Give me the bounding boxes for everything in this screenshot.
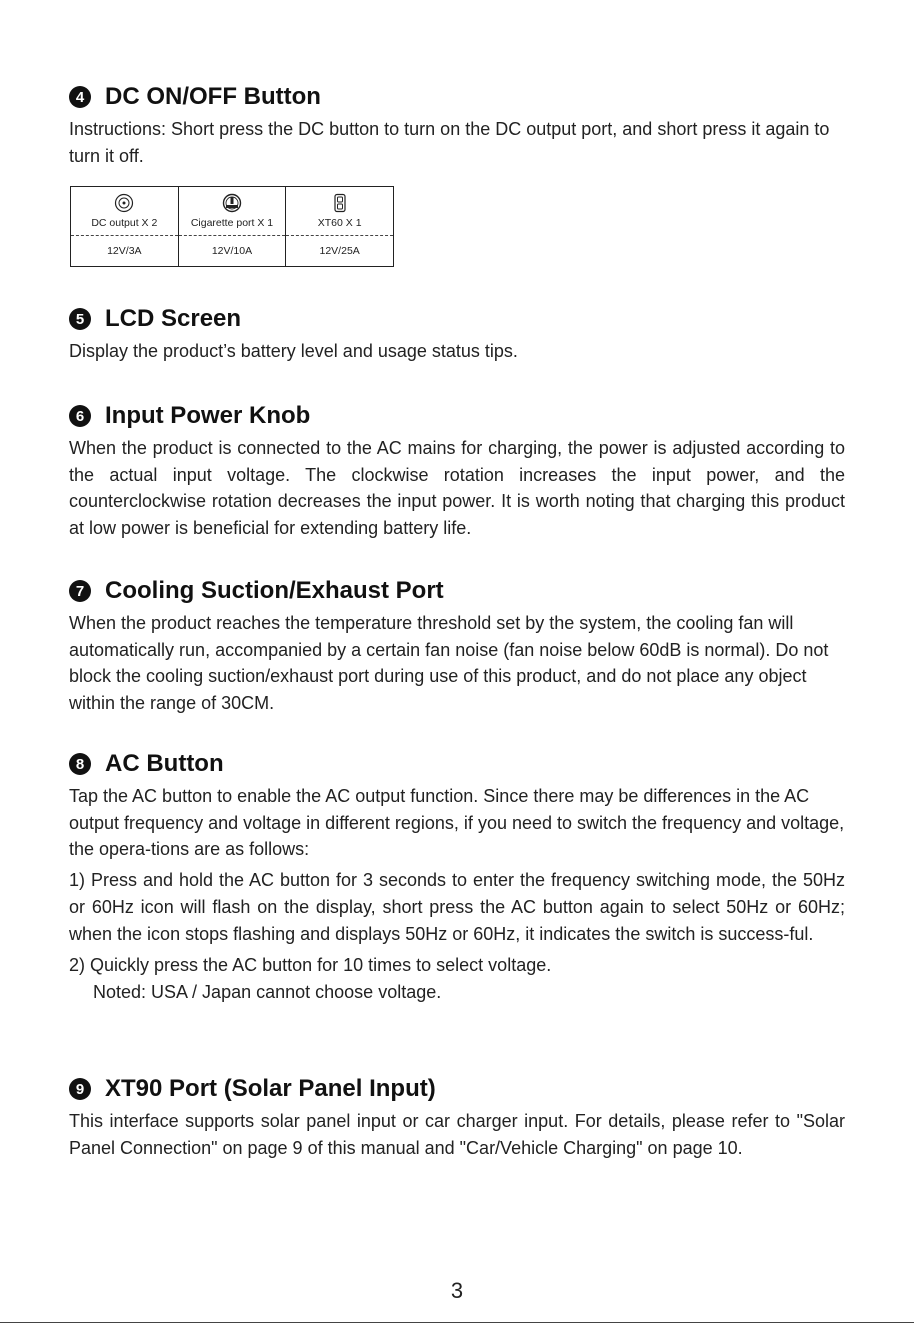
- spec-label: DC output X 2: [91, 217, 158, 229]
- spec-label: Cigarette port X 1: [190, 217, 274, 229]
- section-title: Cooling Suction/Exhaust Port: [105, 577, 444, 604]
- section-heading: [69, 576, 845, 606]
- section-xt90-port: [69, 1074, 845, 1161]
- spec-value: 12V/25A: [286, 236, 394, 267]
- dc-output-port-icon: [114, 193, 134, 213]
- xt60-port-icon: [330, 193, 350, 213]
- section-input-power-knob: [69, 401, 845, 541]
- section-lcd-screen: [69, 304, 845, 365]
- ac-step-1: 1) Press and hold the AC button for 3 seconds to enter the frequency switching mode, the 50Hz or 60Hz icon will flash on the display, short press the AC button again to select 50Hz or 60Hz; when the icon stops flashing and displays 50Hz or 60Hz, it indicates the switch is success-ful.: [69, 869, 845, 944]
- spec-label: XT60 X 1: [317, 217, 362, 229]
- page-bottom-rule: [0, 1322, 914, 1323]
- section-paragraph: Display the product’s battery level and usage status tips.: [69, 341, 518, 361]
- ac-step-2: 2) Quickly press the AC button for 10 times to select voltage.: [69, 954, 552, 975]
- section-paragraph: This interface supports solar panel input or car charger input. For details, please refer to "Solar Panel Connection" on page 9 of this manual and "Car/Vehicle Charging" on page 10.: [69, 1111, 845, 1158]
- section-heading: [69, 401, 845, 431]
- section-number-badge: 7: [69, 580, 91, 602]
- section-number-badge: 8: [69, 753, 91, 775]
- spec-cell-dc-output: [71, 187, 179, 236]
- section-title: Input Power Knob: [105, 402, 311, 429]
- section-ac-button: [69, 749, 845, 1006]
- section-paragraph: When the product reaches the temperature threshold set by the system, the cooling fan will automatically run, accompanied by a certain fan noise (fan noise below 60dB is normal). Do not block the cooling suction/exhaust port during use of this product, and do not place any object within the range of 30CM.: [69, 613, 829, 713]
- section-title: AC Button: [105, 750, 224, 777]
- section-number-badge: 9: [69, 1078, 91, 1100]
- section-title: LCD Screen: [105, 305, 242, 332]
- spec-cell-xt60: [286, 187, 394, 236]
- spec-cell-cigarette-port: [178, 187, 286, 236]
- section-paragraph: Instructions: Short press the DC button to turn on the DC output port, and short press it again to turn it off.: [69, 119, 830, 166]
- section-dc-button: [69, 82, 845, 169]
- cigarette-port-icon: [222, 193, 242, 213]
- section-heading: [69, 1074, 845, 1104]
- section-number-badge: 4: [69, 86, 91, 108]
- section-paragraph: When the product is connected to the AC mains for charging, the power is adjusted according to the actual input voltage. The clockwise rotation increases the input power, and the counterclockwise rotation decreases the input power. It is worth noting that charging this product at low power is beneficial for extending battery life.: [69, 438, 845, 538]
- section-paragraph: Tap the AC button to enable the AC output function. Since there may be differences in the AC output frequency and voltage in different regions, if you need to switch the frequency and voltage, the opera-tions are as follows:: [69, 786, 845, 859]
- section-number-badge: 5: [69, 308, 91, 330]
- section-cooling-port: [69, 576, 845, 716]
- section-heading: [69, 749, 845, 779]
- dc-output-spec-table: [70, 186, 394, 267]
- section-heading: [69, 304, 845, 334]
- page-number: 3: [450, 1278, 464, 1303]
- spec-value: 12V/10A: [178, 236, 286, 267]
- section-number-badge: 6: [69, 405, 91, 427]
- section-heading: [69, 82, 845, 112]
- spec-value: 12V/3A: [71, 236, 179, 267]
- section-title: DC ON/OFF Button: [105, 83, 321, 110]
- section-title: XT90 Port (Solar Panel Input): [105, 1075, 436, 1102]
- ac-step-note: Noted: USA / Japan cannot choose voltage.: [93, 981, 442, 1002]
